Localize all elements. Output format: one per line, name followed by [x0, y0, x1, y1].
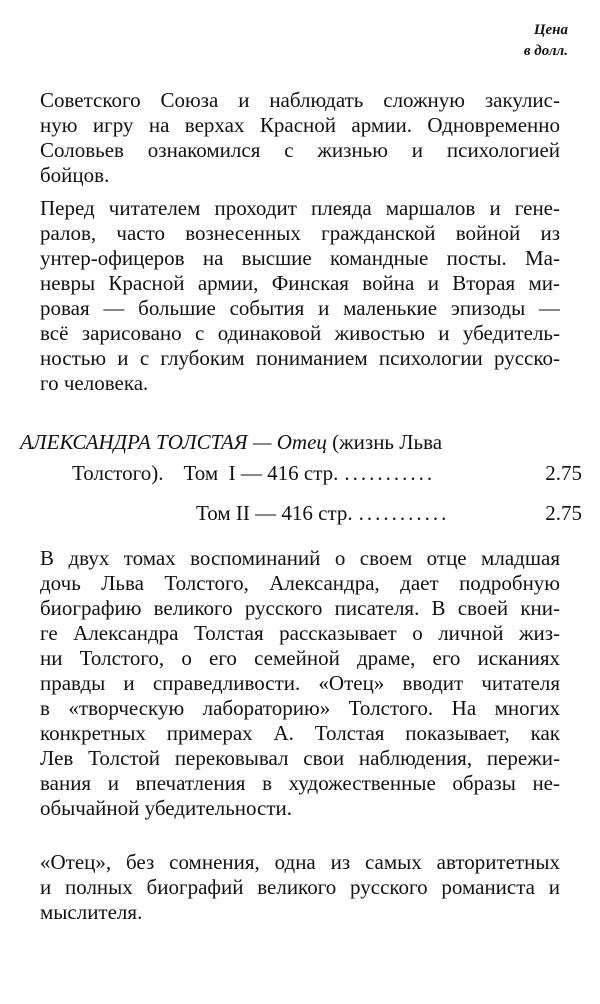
volume-price: 2.75 [545, 501, 582, 525]
text-line: «Отец», без сомнения, одна из самых авторитетных [40, 850, 560, 874]
paragraph-soloviev-1 [40, 88, 560, 188]
text-line: дочь Льва Толстого, Александра, дает подробную [40, 571, 560, 595]
text-line: Лев Толстой перековывал свои наблюдения, пережи- [40, 746, 560, 770]
text-line: мыслителя. [40, 900, 143, 924]
entry-title: Отец [276, 430, 327, 454]
paragraph-tolstaya-description [40, 546, 560, 821]
text-line: Перед читателем проходит плеяда маршалов и гене- [40, 196, 560, 220]
price-column-header [524, 20, 568, 62]
text-line: обычайной убедительности. [40, 796, 293, 820]
text-line: ни Толстого, о его семейной драме, его исканиях [40, 646, 560, 670]
text-line: и полных биографий великого русского романиста и [40, 875, 560, 899]
text-line: ровая — большие события и маленькие эпизоды — [40, 296, 560, 320]
volume-label: Том I — 416 стр. [183, 461, 339, 485]
text-line: конкретных примерах А. Толстая показывает, как [40, 721, 560, 745]
entry-title-row [20, 427, 582, 458]
paragraph-tolstaya-summary [40, 850, 560, 925]
entry-subtitle: (жизнь Льва [332, 430, 443, 454]
text-line: В двух томах воспоминаний о своем отце младшая [40, 546, 560, 570]
price-label-line-2: в долл. [523, 43, 568, 59]
text-line: невры Красной армии, Финская война и Вторая ми- [40, 271, 560, 295]
text-line: правды и справедливости. «Отец» вводит читателя [40, 671, 560, 695]
entry-subtitle-cont: Толстого). [72, 461, 164, 485]
text-line: ную игру на верхах Красной армии. Одновременно [40, 113, 560, 137]
leader-dots: ........... [358, 501, 450, 525]
leader-dots: ........... [344, 461, 436, 485]
text-line: биографию великого русского писателя. В своей кни- [40, 596, 560, 620]
text-line: Соловьев ознакомился с жизнью и психологией [40, 138, 560, 162]
price-label-line-1: Цена [533, 22, 568, 38]
text-line: вания и впечатления в художественные образы не- [40, 771, 560, 795]
text-line: унтер-офицеров на высшие командные посты. Ма- [40, 246, 560, 270]
text-line: ралов, часто вознесенных гражданской войной из [40, 221, 560, 245]
volume-price: 2.75 [545, 461, 582, 485]
text-line: ге Александра Толстая рассказывает о личной жиз- [40, 621, 560, 645]
text-line: Советского Союза и наблюдать сложную закулис- [40, 88, 560, 112]
volume-row-1 [20, 458, 582, 489]
text-line: бойцов. [40, 163, 110, 187]
text-line: го человека. [40, 371, 149, 395]
volume-label: Том II — 416 стр. [196, 501, 353, 525]
paragraph-soloviev-2 [40, 196, 560, 396]
entry-author: АЛЕКСАНДРА ТОЛСТАЯ — [20, 430, 272, 454]
volume-row-2 [20, 498, 582, 529]
text-line: ностью и с глубоким пониманием психологии русско- [40, 346, 560, 370]
text-line: в «творческую лабораторию» Толстого. На многих [40, 696, 560, 720]
text-line: всё зарисовано с одинаковой живостью и убедитель- [40, 321, 560, 345]
book-entry-tolstaya [20, 427, 582, 529]
